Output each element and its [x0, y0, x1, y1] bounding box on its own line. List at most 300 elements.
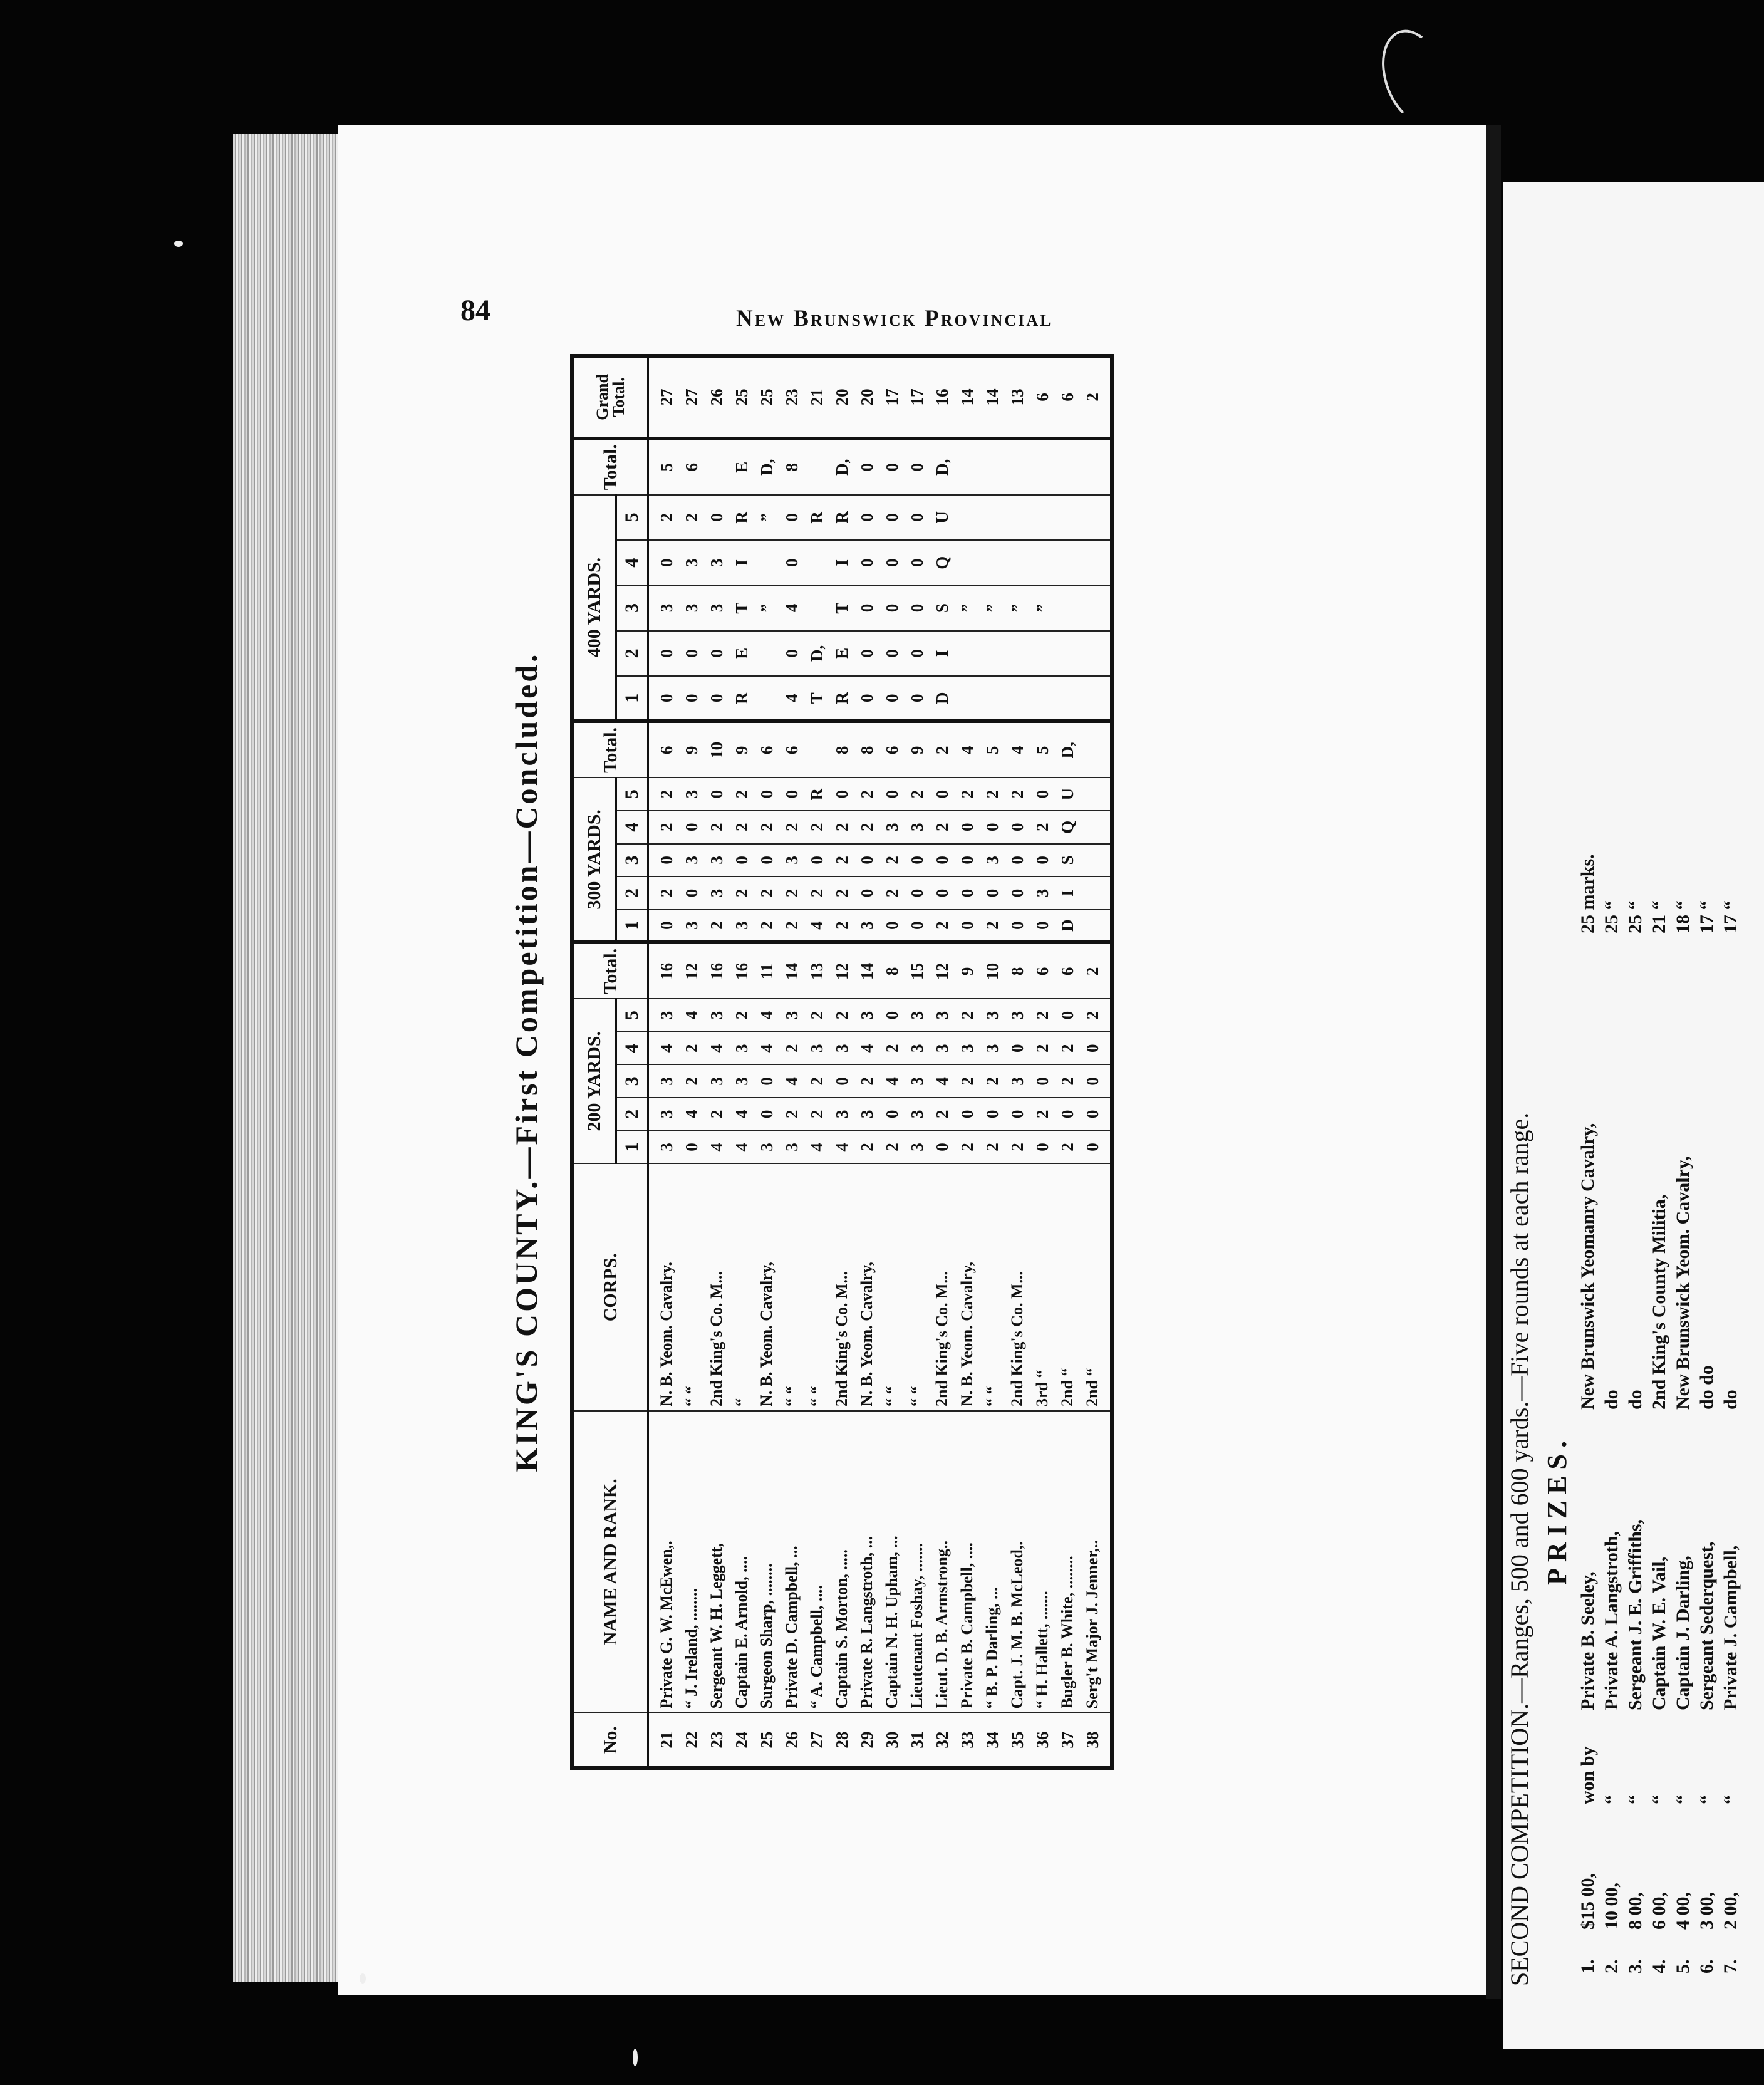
total-400: 0 [854, 439, 879, 495]
table-row [754, 356, 779, 1768]
prize-number: 5. [1673, 1959, 1693, 1973]
shot-header: 3 [616, 844, 648, 877]
score-300: 2 [879, 876, 905, 910]
prize-winner: Captain J. Darling, [1673, 1556, 1693, 1710]
score-300: 2 [648, 811, 680, 844]
total-200: 8 [1005, 942, 1030, 999]
score-200: 0 [754, 1098, 779, 1131]
table-row [1080, 356, 1112, 1768]
score-table-body [648, 356, 1113, 1768]
score-200: 0 [1055, 999, 1080, 1032]
shot-header: 5 [616, 495, 648, 540]
score-400 [1030, 676, 1055, 721]
prize-winner: Private J. Campbell, [1720, 1545, 1741, 1710]
score-200: 4 [729, 1131, 754, 1164]
score-200: 2 [679, 1032, 704, 1065]
total-400 [704, 439, 729, 495]
total-300: 4 [955, 721, 980, 777]
score-200: 3 [930, 999, 955, 1032]
grand-total: 14 [980, 356, 1005, 439]
row-number: 24 [729, 1713, 754, 1768]
score-300: I [1055, 876, 1080, 910]
row-number: 27 [804, 1713, 829, 1768]
score-400: T [729, 585, 754, 630]
score-200: 3 [905, 999, 930, 1032]
row-number: 26 [779, 1713, 804, 1768]
total-400 [1080, 439, 1112, 495]
score-200: 2 [1005, 1131, 1030, 1164]
book-gutter [1486, 125, 1501, 1999]
score-200: 3 [648, 1098, 680, 1131]
shot-header: 4 [616, 1032, 648, 1065]
shot-header: 2 [616, 876, 648, 910]
score-300: 2 [648, 777, 680, 811]
shooter-corps: “ “ [980, 1163, 1005, 1411]
score-400: ” [955, 585, 980, 630]
total-300: 8 [829, 721, 854, 777]
score-400: S [930, 585, 955, 630]
prize-number: 1. [1577, 1959, 1598, 1973]
total-400 [1030, 439, 1055, 495]
table-row [648, 356, 680, 1768]
score-300: 0 [754, 844, 779, 877]
total-200: 9 [955, 942, 980, 999]
score-400 [1005, 540, 1030, 585]
score-200: 3 [704, 1065, 729, 1098]
score-300: 0 [905, 910, 930, 943]
row-number: 29 [854, 1713, 879, 1768]
prize-winner: Sergeant J. E. Griffiths, [1625, 1519, 1646, 1710]
score-300: 3 [779, 844, 804, 877]
score-200: 2 [1030, 1098, 1055, 1131]
prize-number: 6. [1696, 1959, 1717, 1973]
prize-list [1577, 533, 1744, 1973]
shooter-name: Captain N. H. Upham, ... [879, 1411, 905, 1713]
score-300: 0 [905, 844, 930, 877]
score-300: 0 [679, 811, 704, 844]
table-row [779, 356, 804, 1768]
row-number: 37 [1055, 1713, 1080, 1768]
table-row [704, 356, 729, 1768]
score-200: 3 [905, 1131, 930, 1164]
score-400 [1080, 495, 1112, 540]
col-header-name: NAME AND RANK. [572, 1411, 648, 1713]
score-400: 0 [648, 676, 680, 721]
score-400: 4 [779, 585, 804, 630]
score-400: 3 [679, 585, 704, 630]
total-200: 2 [1080, 942, 1112, 999]
score-400: ” [980, 585, 1005, 630]
score-300: 3 [879, 811, 905, 844]
score-300 [1080, 876, 1112, 910]
score-300: 0 [1005, 910, 1030, 943]
prize-corps: do do [1696, 1365, 1717, 1410]
score-300: 3 [980, 844, 1005, 877]
score-300: 2 [779, 811, 804, 844]
score-400: 0 [704, 495, 729, 540]
prize-corps: 2nd King's County Militia, [1649, 1194, 1669, 1410]
score-300: 0 [648, 910, 680, 943]
shooter-corps: 2nd “ [1055, 1163, 1080, 1411]
score-300: 0 [1005, 844, 1030, 877]
score-200: 3 [1005, 1065, 1030, 1098]
score-400: 0 [679, 631, 704, 676]
score-300: 2 [754, 910, 779, 943]
grand-total: 25 [729, 356, 754, 439]
score-400 [1030, 540, 1055, 585]
row-number: 28 [829, 1713, 854, 1768]
col-header-corps: CORPS. [572, 1163, 648, 1411]
row-number: 33 [955, 1713, 980, 1768]
shooter-name: “ H. Hallett, ....... [1030, 1411, 1055, 1713]
score-300: 2 [930, 910, 955, 943]
total-400 [1005, 439, 1030, 495]
row-number: 38 [1080, 1713, 1112, 1768]
prize-marks: 18 “ [1673, 900, 1693, 933]
score-300: 0 [648, 844, 680, 877]
score-400: 0 [779, 540, 804, 585]
total-200: 12 [679, 942, 704, 999]
total-200: 16 [729, 942, 754, 999]
score-400: D, [804, 631, 829, 676]
score-200: 3 [955, 1032, 980, 1065]
score-400 [1005, 495, 1030, 540]
score-400: 0 [905, 631, 930, 676]
score-200: 3 [704, 999, 729, 1032]
score-400: 0 [679, 676, 704, 721]
score-300: 3 [729, 910, 754, 943]
total-200: 6 [1030, 942, 1055, 999]
score-400: 3 [679, 540, 704, 585]
total-200: 14 [854, 942, 879, 999]
col-header-total-200: Total. [572, 942, 648, 999]
score-300: 2 [704, 811, 729, 844]
total-300 [804, 721, 829, 777]
score-300: 0 [930, 844, 955, 877]
prize-amount: 8 00, [1625, 1892, 1646, 1930]
total-200: 11 [754, 942, 779, 999]
grand-total: 20 [854, 356, 879, 439]
score-300: 2 [955, 777, 980, 811]
table-row [980, 356, 1005, 1768]
score-200: 4 [829, 1131, 854, 1164]
shot-header: 2 [616, 631, 648, 676]
total-400: 8 [779, 439, 804, 495]
grand-total: 6 [1055, 356, 1080, 439]
score-300: 0 [854, 844, 879, 877]
shooter-name: Private B. Campbell, .... [955, 1411, 980, 1713]
score-200: 2 [854, 1065, 879, 1098]
col-header-200-yards: 200 YARDS. [572, 999, 616, 1163]
score-400: R [804, 495, 829, 540]
total-400: 5 [648, 439, 680, 495]
score-400 [1055, 676, 1080, 721]
score-200: 3 [804, 1032, 829, 1065]
score-300: 2 [854, 777, 879, 811]
score-400: Q [930, 540, 955, 585]
table-row [804, 356, 829, 1768]
score-300: 0 [1005, 876, 1030, 910]
grand-total: 16 [930, 356, 955, 439]
shooter-name: “ B. P. Darling, ... [980, 1411, 1005, 1713]
score-200: 2 [1055, 1065, 1080, 1098]
score-300: 4 [804, 910, 829, 943]
total-300: D, [1055, 721, 1080, 777]
score-400 [1055, 631, 1080, 676]
shot-header: 3 [616, 585, 648, 630]
score-400: R [829, 495, 854, 540]
score-300: D [1055, 910, 1080, 943]
score-400: R [729, 676, 754, 721]
shooter-corps: “ “ [679, 1163, 704, 1411]
score-400: 0 [704, 631, 729, 676]
prize-winner: Private A. Langstroth, [1601, 1531, 1622, 1710]
total-200: 10 [980, 942, 1005, 999]
shooter-corps: 2nd King's Co. M... [829, 1163, 854, 1411]
prize-marks: 25 marks. [1577, 854, 1598, 933]
score-200: 2 [804, 1065, 829, 1098]
score-400: 0 [854, 585, 879, 630]
shooter-corps: 2nd King's Co. M... [704, 1163, 729, 1411]
prize-number: 2. [1601, 1959, 1622, 1973]
prize-winner: Sergeant Sederquest, [1696, 1541, 1717, 1710]
score-400: E [729, 631, 754, 676]
total-300: 9 [679, 721, 704, 777]
shooter-corps: 3rd “ [1030, 1163, 1055, 1411]
score-300: 0 [955, 910, 980, 943]
score-200: 3 [729, 1065, 754, 1098]
score-200: 0 [879, 1098, 905, 1131]
prize-marks: 17 “ [1720, 900, 1741, 933]
prize-number: 7. [1720, 1959, 1741, 1973]
film-speck [360, 1973, 366, 1984]
score-400: 3 [648, 585, 680, 630]
score-300: 0 [1005, 811, 1030, 844]
score-400: T [804, 676, 829, 721]
score-400 [804, 540, 829, 585]
score-400: T [829, 585, 854, 630]
table-row [729, 356, 754, 1768]
total-400 [1055, 439, 1080, 495]
prize-corps: do [1720, 1390, 1741, 1410]
score-200: 4 [648, 1032, 680, 1065]
score-300: 3 [1030, 876, 1055, 910]
col-header-total-400: Total. [572, 439, 648, 495]
score-300: 2 [729, 777, 754, 811]
score-300: 0 [955, 811, 980, 844]
table-row [1005, 356, 1030, 1768]
score-400: ” [1005, 585, 1030, 630]
score-400: 0 [704, 676, 729, 721]
score-200: 3 [648, 999, 680, 1032]
shooter-corps: “ [729, 1163, 754, 1411]
score-300: Q [1055, 811, 1080, 844]
score-400 [1055, 495, 1080, 540]
shooter-corps: 2nd King's Co. M... [1005, 1163, 1030, 1411]
score-200: 3 [854, 1098, 879, 1131]
score-200: 3 [905, 1098, 930, 1131]
score-200: 3 [648, 1065, 680, 1098]
prize-line [1673, 533, 1696, 1973]
score-400 [1080, 540, 1112, 585]
row-number: 30 [879, 1713, 905, 1768]
shooter-name: “ A. Campbell, .... [804, 1411, 829, 1713]
score-300: 0 [804, 844, 829, 877]
prize-marks: 25 “ [1601, 900, 1622, 933]
score-400: 0 [648, 540, 680, 585]
score-200: 2 [955, 1065, 980, 1098]
prize-marks: 21 “ [1649, 900, 1669, 933]
score-400: 0 [905, 676, 930, 721]
shot-header: 3 [616, 1065, 648, 1098]
total-200: 8 [879, 942, 905, 999]
score-200: 4 [679, 1098, 704, 1131]
score-300: 2 [980, 777, 1005, 811]
prize-won-by: “ [1625, 1795, 1646, 1804]
score-200: 3 [729, 1032, 754, 1065]
score-400 [955, 676, 980, 721]
row-number: 22 [679, 1713, 704, 1768]
score-300: 2 [804, 811, 829, 844]
score-200: 3 [980, 1032, 1005, 1065]
score-200: 3 [905, 1032, 930, 1065]
score-400 [804, 585, 829, 630]
score-200: 0 [879, 999, 905, 1032]
score-300: 3 [679, 910, 704, 943]
total-400: 0 [905, 439, 930, 495]
score-200: 3 [905, 1065, 930, 1098]
prize-corps: New Brunswick Yeomanry Cavalry, [1577, 1123, 1598, 1410]
score-200: 4 [854, 1032, 879, 1065]
score-200: 2 [1030, 999, 1055, 1032]
total-300: 9 [729, 721, 754, 777]
score-300: 3 [905, 811, 930, 844]
score-300: 2 [829, 910, 854, 943]
score-400: 0 [879, 585, 905, 630]
col-header-grand-total: Grand Total. [572, 356, 648, 439]
total-400: E [729, 439, 754, 495]
kings-county-table-block [482, 354, 1102, 1770]
score-200: 0 [754, 1065, 779, 1098]
shooter-name: Private D. Campbell, ... [779, 1411, 804, 1713]
prize-winner: Captain W. E. Vail, [1649, 1556, 1669, 1710]
score-200: 2 [729, 999, 754, 1032]
total-200: 12 [829, 942, 854, 999]
score-300: 2 [729, 811, 754, 844]
score-200: 3 [980, 999, 1005, 1032]
prize-line [1696, 533, 1720, 1973]
score-400 [955, 540, 980, 585]
prize-won-by: “ [1673, 1795, 1693, 1804]
score-400: I [930, 631, 955, 676]
table-row [1030, 356, 1055, 1768]
score-300: 0 [679, 876, 704, 910]
score-300: 2 [829, 811, 854, 844]
score-400: 0 [879, 495, 905, 540]
score-200: 2 [955, 999, 980, 1032]
prize-won-by: “ [1649, 1795, 1669, 1804]
score-200: 2 [779, 1032, 804, 1065]
score-400: 4 [779, 676, 804, 721]
shot-header: 5 [616, 999, 648, 1032]
score-300: 2 [779, 910, 804, 943]
score-400: 3 [704, 540, 729, 585]
score-400: 0 [648, 631, 680, 676]
score-300: 2 [779, 876, 804, 910]
col-header-no: No. [572, 1713, 648, 1768]
total-300: 9 [905, 721, 930, 777]
score-300: 2 [729, 876, 754, 910]
total-400: 0 [879, 439, 905, 495]
score-200: 0 [1080, 1098, 1112, 1131]
prize-amount: $15 00, [1577, 1873, 1598, 1930]
score-200: 2 [1030, 1032, 1055, 1065]
score-200: 4 [679, 999, 704, 1032]
score-300: 3 [679, 844, 704, 877]
score-300: 0 [980, 811, 1005, 844]
score-400 [1055, 585, 1080, 630]
score-400 [1030, 631, 1055, 676]
score-300: 0 [854, 876, 879, 910]
score-400: ” [1030, 585, 1055, 630]
grand-total: 20 [829, 356, 854, 439]
total-200: 15 [905, 942, 930, 999]
score-300: 0 [1030, 910, 1055, 943]
shooter-corps: N. B. Yeom. Cavalry, [955, 1163, 980, 1411]
total-300: 8 [854, 721, 879, 777]
total-300 [1080, 721, 1112, 777]
prize-amount: 4 00, [1673, 1892, 1693, 1930]
score-200: 3 [779, 1131, 804, 1164]
prize-winner: Private B. Seeley, [1577, 1571, 1598, 1710]
score-300 [1080, 811, 1112, 844]
score-300: R [804, 777, 829, 811]
score-300: 0 [829, 777, 854, 811]
grand-total: 26 [704, 356, 729, 439]
score-400 [1005, 631, 1030, 676]
score-400: U [930, 495, 955, 540]
score-400 [955, 631, 980, 676]
prize-amount: 10 00, [1601, 1883, 1622, 1930]
score-200: 0 [679, 1131, 704, 1164]
prize-corps: do [1601, 1390, 1622, 1410]
score-300: 0 [879, 777, 905, 811]
total-300: 10 [704, 721, 729, 777]
score-300: 0 [980, 876, 1005, 910]
score-400 [980, 676, 1005, 721]
col-header-total-300: Total. [572, 721, 648, 777]
total-300: 6 [779, 721, 804, 777]
table-row [879, 356, 905, 1768]
grand-total: 14 [955, 356, 980, 439]
score-200: 4 [930, 1065, 955, 1098]
score-300: 2 [829, 844, 854, 877]
total-400: D, [829, 439, 854, 495]
shooter-name: “ J. Ireland, ........ [679, 1411, 704, 1713]
film-scratch [1359, 19, 1435, 113]
score-300: 0 [779, 777, 804, 811]
score-200: 0 [930, 1131, 955, 1164]
score-400 [1080, 631, 1112, 676]
score-200: 3 [854, 999, 879, 1032]
score-300: 2 [879, 844, 905, 877]
score-200: 2 [804, 999, 829, 1032]
score-400: 0 [905, 585, 930, 630]
score-300: 0 [905, 876, 930, 910]
row-number: 25 [754, 1713, 779, 1768]
score-200: 0 [1080, 1131, 1112, 1164]
shot-header: 1 [616, 676, 648, 721]
